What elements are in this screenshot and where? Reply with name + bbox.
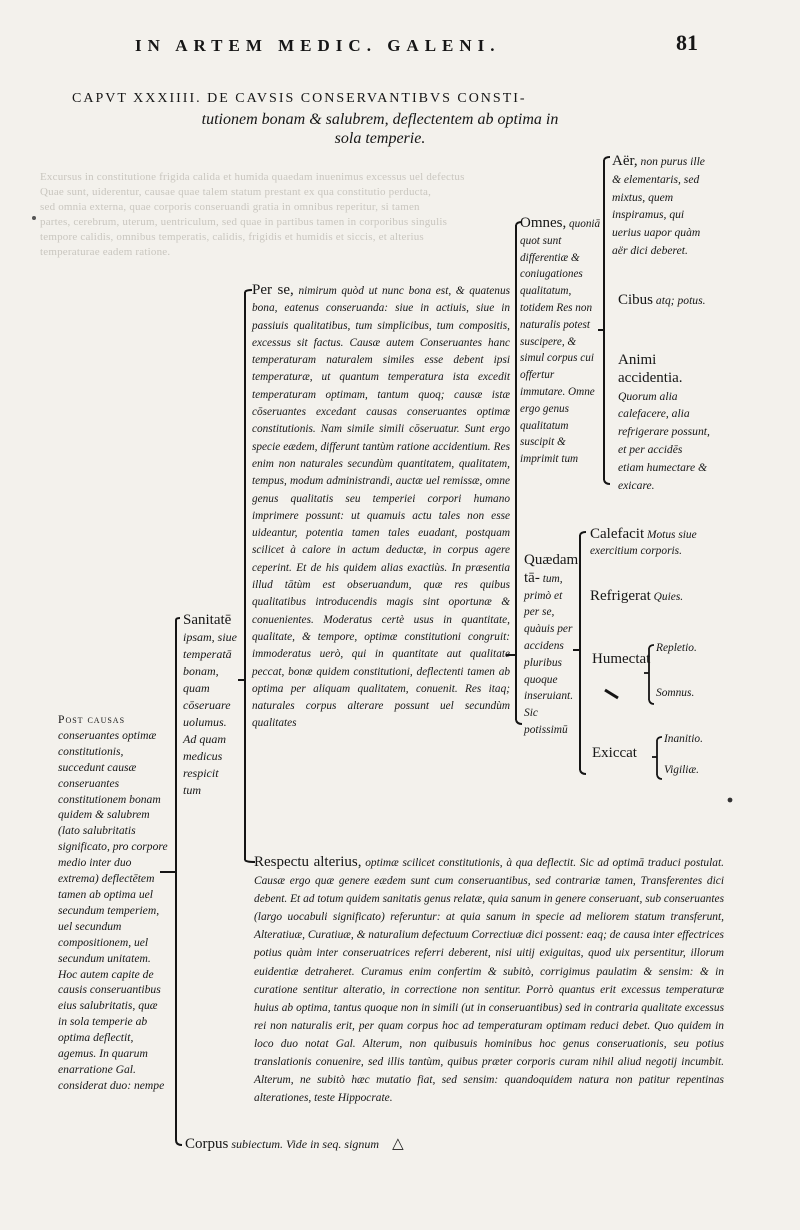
cibus-text: atq; potus. xyxy=(655,294,706,307)
humectat-head: Humectat xyxy=(592,651,651,667)
intro-lead: Post causas xyxy=(58,713,126,726)
exiccat-item: Inanitio. xyxy=(664,733,703,745)
animi-text: Quorum alia calefacere, alia refrigerare possunt, et per accidēs etiam humectare & exicare. xyxy=(618,389,710,492)
animi-block xyxy=(618,352,710,494)
aer-block xyxy=(612,153,710,260)
corpus-head: Corpus xyxy=(185,1136,229,1152)
exiccat-item: Vigiliæ. xyxy=(664,764,699,776)
aer-head: Aër, xyxy=(612,153,638,169)
corpus-text: subiectum. Vide in seq. signum xyxy=(231,1137,380,1151)
cibus-head: Cibus xyxy=(618,292,654,308)
intro-note xyxy=(58,712,168,1094)
intro-text: conseruantes optimæ constitutionis, succedunt causæ conseruantes constitutionem bonam quidem & salubrem (lato salubritatis significato, pro corpore medio inter duo extrema) deflectētem tamen ab optima uel secundum temperiem, uel secundum compositionem, uel secundum unitatem. Hoc autem capite de causis conseruantibus eius salubritatis, quæ in sola temperie ab optima deflectit, agemus. In quarum enarratione Gal. considerat duo: nempe xyxy=(58,728,168,1092)
calefacit-head: Calefacit xyxy=(590,526,645,542)
chapter-title: CAPVT XXXIIII. DE CAVSIS CONSERVANTIBVS CONSTI- xyxy=(72,91,527,106)
per-se-head: Per se, xyxy=(252,282,294,298)
sanitate-block xyxy=(183,612,238,799)
corpus-block xyxy=(185,1136,485,1153)
chapter-subtitle: tutionem bonam & salubrem, deflectentem ab optima in sola temperie. xyxy=(201,111,559,147)
quaedam-block xyxy=(524,552,578,739)
sanitate-head: Sanitatē xyxy=(183,612,232,628)
bleed-through-text: Excursus in constitutione frigida calida et humida quaedam inuenimus excessus uel defectus Quae sunt, uiderentur, causae quae talem statum prestant ex qua constitutio perducta, sed omnia externa, quae corporis conseruandi gratia in omnibus reperitur, si tamen partes, cerebrum, uterum, uentriculum, sed quae in partibus tamen in corporibus singulis tempore calidis, omnibus temperatis, calidis, frigidis et humidis et siccis, et alterius temperaturae eadem ratione. xyxy=(40,171,465,258)
sanitate-text: ipsam, siue temperatā bonam, quam cōseruare uolumus. Ad quam medicus respicit tum xyxy=(183,630,237,797)
per-se-block xyxy=(252,282,510,733)
calefacit-text: Motus siue exercitium corporis. xyxy=(590,529,697,557)
refrigerat-block xyxy=(590,588,730,606)
aer-text: non purus ille & elementaris, sed mixtus, quem inspiramus, qui uerius uapor quàm aër dici deberet. xyxy=(612,155,705,257)
quaedam-text: tum, primò et per se, quàuis per accidens pluribus quoque inseruiant. Sic potissimū xyxy=(524,572,574,736)
animi-head: Animi accidentia. xyxy=(618,352,683,386)
omnes-head: Omnes, xyxy=(520,215,567,231)
triangle-sign-icon: △ xyxy=(392,1136,404,1152)
calefacit-block xyxy=(590,526,720,559)
exiccat-head: Exiccat xyxy=(592,745,637,761)
refrigerat-text: Quies. xyxy=(653,591,684,603)
cibus-block xyxy=(618,292,708,310)
respectu-head: Respectu alterius, xyxy=(254,854,362,870)
running-head: IN ARTEM MEDIC. GALENI. xyxy=(135,36,501,55)
omnes-text: quoniā quot sunt differentiæ & coniugationes qualitatum, totidem Res non naturalis potest suscipere, & simul corpus cui offertur immutare. Omne ergo genus qualitatum suscipit & imprimit tum xyxy=(520,218,601,466)
page-number: 81 xyxy=(676,30,698,55)
humectat-item: Somnus. xyxy=(656,687,695,699)
quaedam-head: Quædam tā- xyxy=(524,552,579,586)
respectu-block xyxy=(254,853,724,1107)
omnes-block xyxy=(520,215,602,468)
humectat-item: Repletio. xyxy=(656,642,697,654)
per-se-text: nimirum quòd ut nunc bona est, & quatenus bona, eatenus conseruanda: siue in actiuis, siue in passiuis qualitatibus, tum simplicibus, tum compositis, excessus sit factus. Causæ autem Conseruantes hanc temperaturam naturalem similes esse debent ipsi temperaturæ, ut quantum temperatura ista excedit temperaturam optimam, tantum quoq; causæ istæ cōseruantes excedant causas conseruantes optimæ constitutionis. Nam simile simili cōseruatur. Sunt ergo specie eædem, differunt tantùm ratione accidentium. Res enim non naturales secundùm quantitatem, qualitatem, tempus, modum administrandi, auctæ uel remissæ, omne genus qualitatis seu temperiei corpori humano imprimere possunt: ut quamuis actu tales non esse uideantur, potentia tamen tales euadant, postquam scilicet à calore in actum deductæ, in corpus agere ceperint. Et de his quidem alias exactiùs. In præsentia illud tātùm est obseruandum, quæ res quibus qualitatibus introducendis magis sint oportunæ & conuenientes. Moderatus certè usus in quantitate, qualitate, & tempore, optimæ constitutioni congruit: immoderatus uerò, qui in quantitate aut qualitate peccat, bonæ quidem constitutioni, deflectenti tamen ab optima per aliquam qualitatem, conuenit. Res itaq; naturales corpus alterare possunt uel secundùm qualitates xyxy=(252,285,510,730)
refrigerat-head: Refrigerat xyxy=(590,588,651,604)
respectu-text: optimæ scilicet constitutionis, à qua deflectit. Sic ad optimā traduci postulat. Causæ ergo quæ genere eædem sunt cum conseruantibus, sed contrariæ tamen, Transferentes dici debent. Et ad totum quidem sanitatis genus relatæ, quia sanum in genere conseruant, sub conseruantes (largo uocabuli significato) referuntur: at quia sanum in specie ad meliorem statum transferunt, Alteratiuæ, Curatiuæ, & naturalium defectuum Correctiuæ dici possent: eaq; de causa inter effectrices potius quàm inter conseruatrices referri deberent, nisi uitij exiguitas, quod uix persentitur, illorum euidentiæ detraheret. Curamus enim confertim & subitò, corrigimus paulatim & sensim: & in curatione sentitur alteratio, in correctione non sentitur. Porrò quantus erit excessus temperaturæ huius ab optima, tantus quoque non in simili (ut in conseruantibus) sed in contraria qualitate excessus rei non naturalis erit, per quam corpus hoc ad temperaturam optimam reduci debet. Quo quidem in loco duo notat Gal. Alterum, non quibusuis hominibus hoc genus conseruationis, seu potius translationis conuenire, sed illis tantùm, quibus præter corporis curam nihil aliud negotij incumbit. Alterum, ne subitò hæc mutatio fiat, sed sensim: quandoquidem natura non patitur repentinas alterationes, teste Hippocrate. xyxy=(254,857,724,1105)
